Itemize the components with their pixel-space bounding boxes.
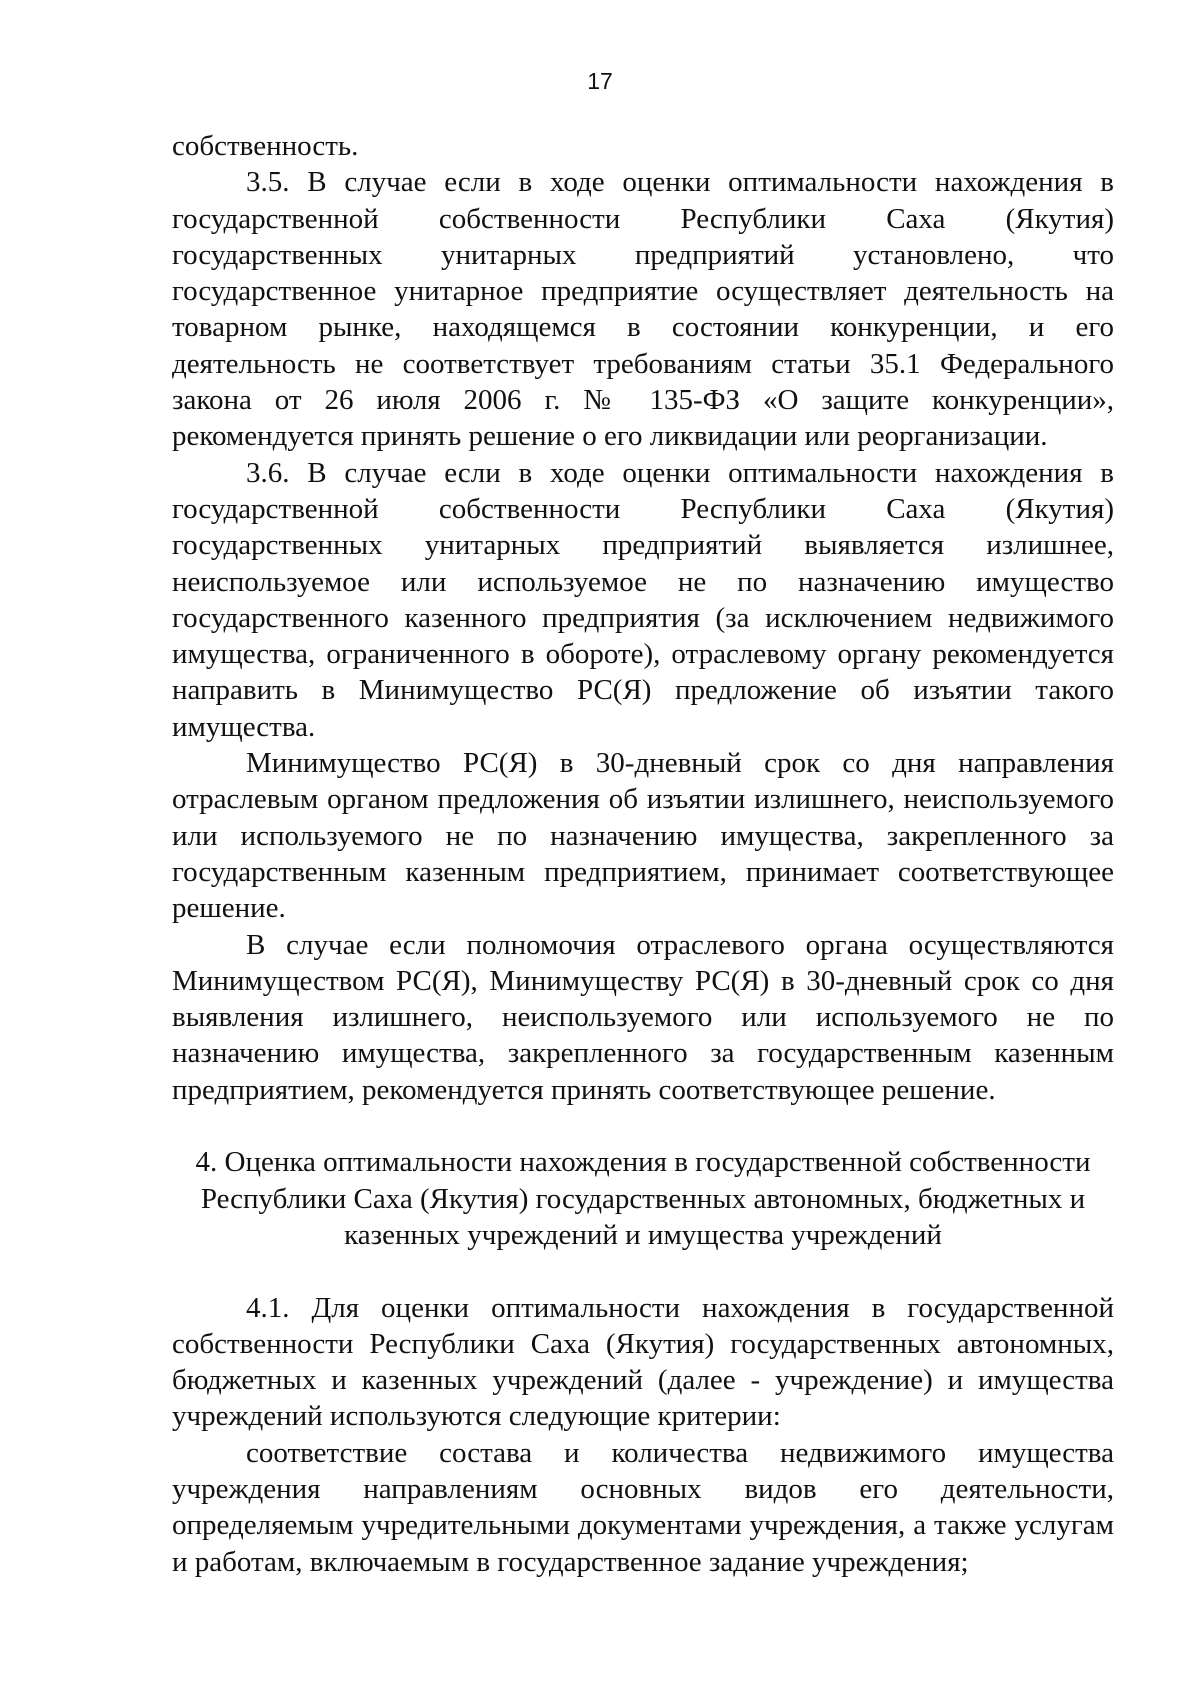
paragraph-criterion-1: соответствие состава и количества недвижимого имущества учреждения направлениям основных видов его деятельности, определяемым учредительными документами учреждения, а также услугам и работам, включаемым в государственное задание учреждения; [172,1436,1114,1578]
paragraph-authority-case: В случае если полномочия отраслевого органа осуществляются Минимуществом РС(Я), Минимуществу РС(Я) в 30-дневный срок со дня выявления излишнего, неиспользуемого или используемого не по назначению имущества, закрепленного за государственным казенным предприятием, рекомендуется принять соответствующее решение. [172,928,1114,1106]
section-4-heading-line-2: Республики Саха (Якутия) государственных автономных, бюджетных и [200,1182,1086,1215]
page-number: 17 [587,68,613,94]
paragraph-3-6: 3.6. В случае если в ходе оценки оптимальности нахождения в государственной собственности Республики Саха (Якутия) государственных унитарных предприятий выявляется излишнее, неиспользуемое или используемое не по назначению имущество государственного казенного предприятия (за исключением недвижимого имущества, ограниченного в обороте), отраслевому органу рекомендуется направить в Минимущество РС(Я) предложение об изъятии такого имущества. [172,456,1114,743]
section-4-heading-line-3: казенных учреждений и имущества учреждений [344,1219,942,1252]
section-4-heading [172,1144,1114,1254]
document-body [172,128,1114,1580]
section-4-heading-line-1: 4. Оценка оптимальности нахождения в государственной собственности [195,1146,1091,1179]
paragraph-minimushchestvo-decision: Минимущество РС(Я) в 30-дневный срок со дня направления отраслевым органом предложения об изъятии излишнего, неиспользуемого или используемого не по назначению имущества, закрепленного за государственным казенным предприятием, принимает соответствующее решение. [172,747,1114,925]
paragraph-3-5: 3.5. В случае если в ходе оценки оптимальности нахождения в государственной собственности Республики Саха (Якутия) государственных унитарных предприятий установлено, что государственное унитарное предприятие осуществляет деятельность на товарном рынке, находящемся в состоянии конкуренции, и его деятельность не соответствует требованиям статьи 35.1 Федерального закона от 26 июля 2006 г. № 135-ФЗ «О защите конкуренции», рекомендуется принять решение о его ликвидации или реорганизации. [172,166,1114,453]
paragraph-continuation: собственность. [172,130,359,162]
paragraph-4-1: 4.1. Для оценки оптимальности нахождения в государственной собственности Республики Саха (Якутия) государственных автономных, бюджетных и казенных учреждений (далее - учреждение) и имущества учреждений используются следующие критерии: [172,1291,1114,1433]
